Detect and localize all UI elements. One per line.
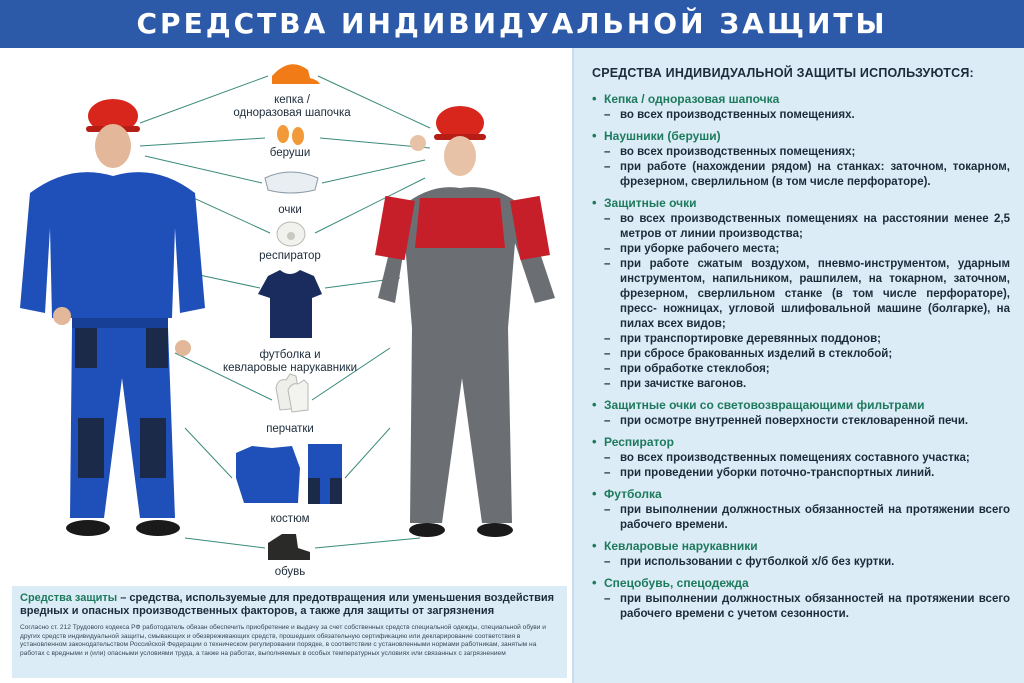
gloves-label: перчатки	[266, 423, 314, 435]
earplugs-icon	[277, 125, 304, 145]
illustration-panel	[0, 48, 570, 683]
usage-item: – при транспортировке деревянных поддонов;	[592, 332, 1010, 347]
usage-item: – при выполнении должностных обязанностей на протяжении всего рабочего времени с учетом сезонности.	[592, 592, 1010, 622]
page-title: СРЕДСТВА ИНДИВИДУАЛЬНОЙ ЗАЩИТЫ	[136, 7, 888, 40]
usage-item: – при обработке стеклобоя;	[592, 362, 1010, 377]
boots-label: обувь	[274, 566, 306, 578]
usage-section-title: • Футболка	[592, 487, 1010, 501]
tshirt-label: футболка и кевларовые нарукавники	[222, 349, 358, 374]
usage-item: – при проведении уборки поточно-транспортных линий.	[592, 466, 1010, 481]
gloves-icon	[276, 374, 308, 412]
usage-section-title: • Защитные очки	[592, 196, 1010, 210]
page-header	[0, 0, 1024, 48]
usage-section-title: • Кепка / одноразовая шапочка	[592, 92, 1010, 106]
usage-item: – при зачистке вагонов.	[592, 377, 1010, 392]
usage-title: СРЕДСТВА ИНДИВИДУАЛЬНОЙ ЗАЩИТЫ ИСПОЛЬЗУЮТСЯ:	[592, 66, 974, 80]
usage-section-title: • Защитные очки со световозвращающими фильтрами	[592, 398, 1010, 412]
suit-icon	[236, 444, 342, 504]
usage-item: – при сбросе бракованных изделий в стеклобой;	[592, 347, 1010, 362]
tshirt-icon	[258, 270, 322, 338]
cap-label: кепка / одноразовая шапочка	[233, 94, 351, 119]
usage-item: – при работе (нахождении рядом) на станках: заточном, токарном, фрезерном, сверлильном (в том числе перфораторе).	[592, 160, 1010, 190]
definition-box	[12, 586, 567, 678]
usage-item: – во всех производственных помещениях.	[592, 108, 1010, 123]
usage-section	[592, 435, 1010, 481]
usage-section-title: • Кевларовые нарукавники	[592, 539, 1010, 553]
goggles-icon	[265, 172, 318, 193]
workers-illustration	[0, 48, 570, 588]
goggles-label: очки	[278, 204, 302, 216]
usage-section	[592, 196, 1010, 392]
usage-item: – во всех производственных помещениях на расстоянии менее 2,5 метров от линии производства;	[592, 212, 1010, 242]
usage-section	[592, 539, 1010, 570]
usage-item: – при выполнении должностных обязанностей на протяжении всего рабочего времени.	[592, 503, 1010, 533]
usage-section	[592, 129, 1010, 190]
definition-text: Средства защиты – средства, используемые для предотвращения или уменьшения воздействия вредных и опасных производственных факторов, а также для защиты от загрязнения	[20, 592, 555, 617]
usage-item: – при уборке рабочего места;	[592, 242, 1010, 257]
usage-item: – во всех производственных помещениях;	[592, 145, 1010, 160]
boots-icon	[268, 534, 310, 560]
law-text: Согласно ст. 212 Трудового кодекса РФ работодатель обязан обеспечить приобретение и выдачу за счет собственных средств специальной одежды, специальной обуви и других средств индивидуальной защиты, смывающих и обезвреживающих средств, прошедших обязательную сертификацию или декларирование соответствия в установленном законодательством Российской Федерации о техническом регулировании порядке, в соответствии с установленными нормами работникам, занятым на работах с вредными и (или) опасными условиями труда, а также на работах, выполняемых в особых температурных условиях или связанных с загрязнением	[20, 624, 546, 657]
usage-section-title: • Спецобувь, спецодежда	[592, 576, 1010, 590]
female-worker-figure	[375, 106, 555, 537]
usage-sections	[592, 92, 1010, 622]
suit-label: костюм	[270, 513, 310, 525]
respirator-label: респиратор	[259, 250, 321, 262]
usage-section	[592, 576, 1010, 622]
respirator-icon	[277, 222, 305, 246]
usage-panel	[572, 48, 1024, 683]
earplugs-label: беруши	[269, 147, 311, 159]
usage-section	[592, 398, 1010, 429]
usage-item: – при работе сжатым воздухом, пневмо-инструментом, ударным инструментом, напильником, рашпилем, на токарном, заточном, фрезерном, сверлильном станке (в том числе перфораторе), пресс- ножницах, угловой шлифовальной машине (болгарке), на пилах всех видов;	[592, 257, 1010, 332]
usage-section-title: • Респиратор	[592, 435, 1010, 449]
usage-item: – при осмотре внутренней поверхности стекловаренной печи.	[592, 414, 1010, 429]
cap-icon	[272, 64, 320, 84]
usage-section	[592, 92, 1010, 123]
usage-item: – во всех производственных помещениях составного участка;	[592, 451, 1010, 466]
usage-item: – при использовании с футболкой х/б без куртки.	[592, 555, 1010, 570]
usage-section-title: • Наушники (беруши)	[592, 129, 1010, 143]
male-worker-figure	[20, 99, 205, 536]
usage-section	[592, 487, 1010, 533]
